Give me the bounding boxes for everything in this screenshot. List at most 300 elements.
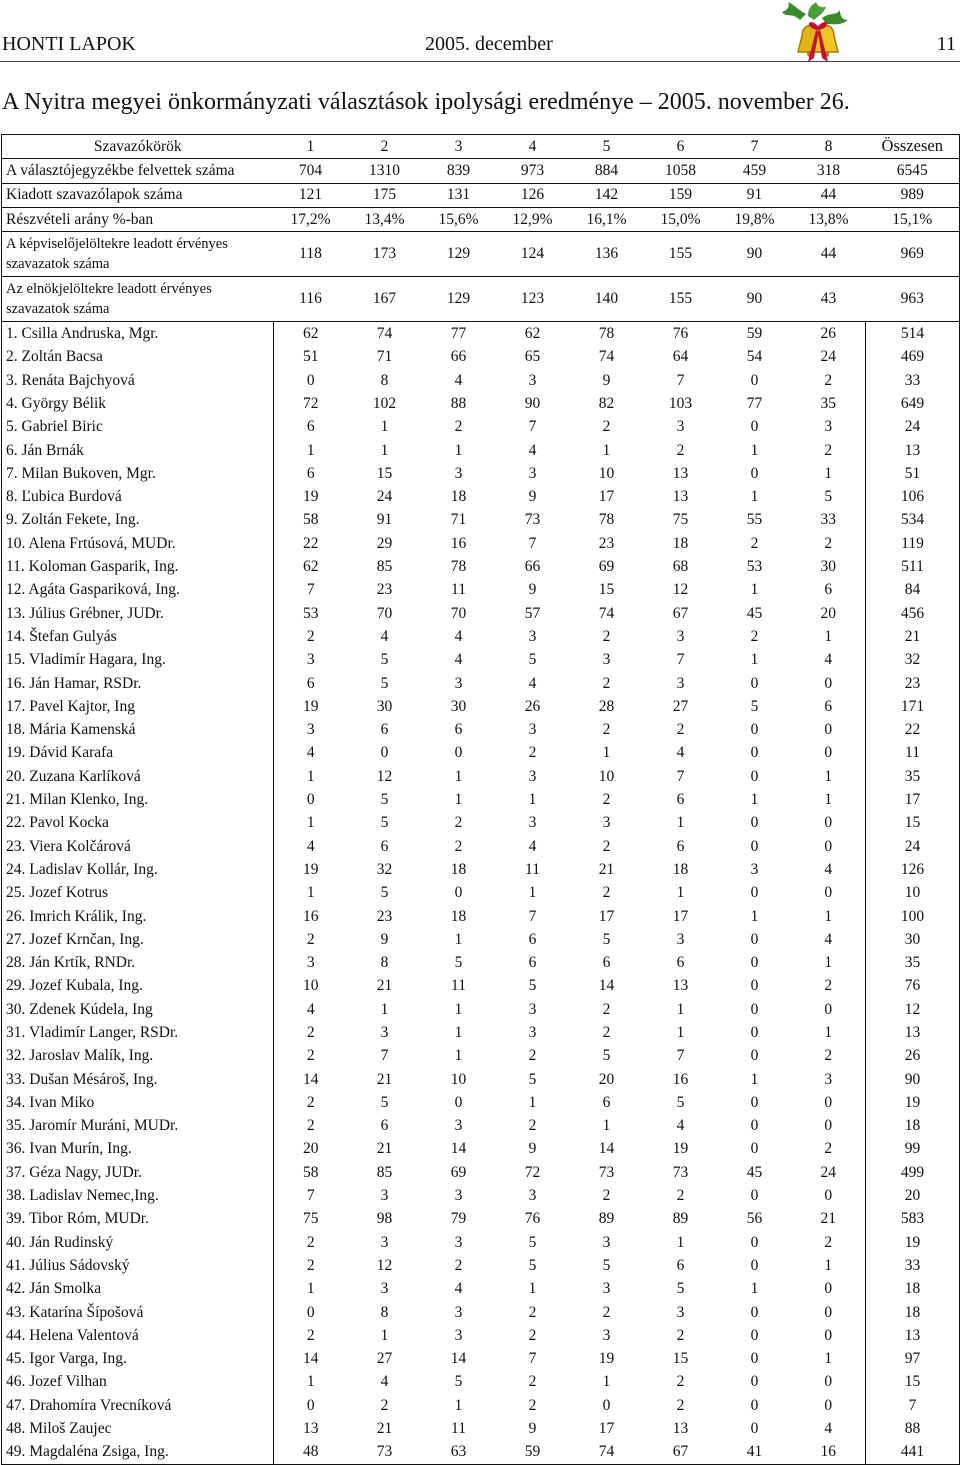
candidate-name: 49. Magdaléna Zsiga, Ing.: [2, 1440, 274, 1464]
candidate-name: 34. Ivan Miko: [2, 1091, 274, 1114]
candidate-votes: 33: [866, 369, 960, 392]
candidate-votes: 2: [528, 1373, 537, 1391]
candidate-votes: 16: [303, 907, 319, 925]
candidate-votes: 13: [672, 1420, 689, 1438]
summary-row: [2, 232, 960, 277]
candidate-votes: 59: [746, 325, 763, 343]
candidate-votes: 7: [676, 767, 685, 785]
candidate-votes: 1: [602, 1117, 611, 1135]
candidate-votes: 88: [866, 1417, 960, 1440]
candidate-votes: 1: [824, 1256, 833, 1274]
candidate-votes: 1: [454, 1023, 463, 1041]
candidate-votes: 1: [306, 1280, 315, 1298]
table-header-row: [2, 135, 960, 159]
candidate-votes: 0: [750, 1023, 759, 1041]
candidate-votes: 24: [820, 348, 836, 366]
candidate-votes: 51: [303, 348, 319, 366]
candidate-votes: 1: [454, 1047, 463, 1065]
candidate-votes: 4: [454, 1280, 463, 1298]
candidate-votes: 0: [750, 674, 759, 692]
candidate-votes: 85: [376, 558, 393, 576]
summary-value: 1310: [348, 159, 422, 183]
candidate-votes: 2: [676, 1373, 685, 1391]
table-row: [2, 951, 960, 974]
candidate-votes: 24: [820, 1163, 836, 1181]
candidate-votes: 20: [866, 1184, 960, 1207]
summary-value: 13,8%: [792, 207, 866, 231]
candidate-votes: 74: [598, 604, 615, 622]
candidate-votes: 77: [450, 325, 467, 343]
candidate-votes: 35: [866, 765, 960, 788]
candidate-votes: 21: [376, 977, 393, 995]
candidate-votes: 1: [528, 791, 537, 809]
candidate-votes: 73: [524, 511, 541, 529]
candidate-name: 8. Ľubica Burdová: [2, 485, 274, 508]
candidate-votes: 3: [454, 1233, 463, 1251]
candidate-name: 48. Miloš Zaujec: [2, 1417, 274, 1440]
candidate-votes: 3: [528, 1000, 537, 1018]
candidate-votes: 6: [306, 464, 315, 482]
candidate-votes: 2: [454, 814, 463, 832]
candidate-votes: 98: [376, 1210, 393, 1228]
candidate-votes: 41: [718, 1440, 792, 1464]
candidate-votes: 73: [672, 1163, 689, 1181]
candidate-votes: 0: [306, 1303, 315, 1321]
summary-value: 91: [718, 183, 792, 207]
candidate-votes: 6: [528, 930, 537, 948]
candidate-votes: 5: [380, 884, 389, 902]
summary-value: 142: [570, 183, 644, 207]
candidate-votes: 1: [380, 1000, 389, 1018]
candidate-votes: 17: [598, 488, 615, 506]
summary-label: Kiadott szavazólapok száma: [2, 183, 274, 207]
candidate-votes: 33: [866, 1254, 960, 1277]
candidate-votes: 0: [750, 930, 759, 948]
candidate-votes: 3: [528, 767, 537, 785]
table-row: [2, 881, 960, 904]
summary-value: 90: [718, 232, 792, 277]
summary-row: [2, 207, 960, 231]
candidate-votes: 0: [750, 837, 759, 855]
candidate-votes: 19: [303, 860, 319, 878]
summary-value: 1058: [644, 159, 718, 183]
candidate-votes: 171: [866, 695, 960, 718]
candidate-votes: 30: [376, 697, 393, 715]
table-row: [2, 1184, 960, 1207]
summary-value: 131: [422, 183, 496, 207]
candidate-votes: 126: [866, 858, 960, 881]
candidate-votes: 21: [866, 625, 960, 648]
summary-value: 121: [274, 183, 348, 207]
candidate-votes: 0: [824, 1326, 833, 1344]
candidate-votes: 2: [602, 791, 611, 809]
candidate-votes: 0: [750, 1350, 759, 1368]
candidate-votes: 1: [454, 930, 463, 948]
summary-value: 175: [348, 183, 422, 207]
candidate-votes: 55: [746, 511, 763, 529]
candidate-votes: 0: [750, 418, 759, 436]
candidate-votes: 21: [376, 1140, 393, 1158]
candidate-votes: 0: [824, 1373, 833, 1391]
candidate-votes: 0: [824, 1093, 833, 1111]
table-row: [2, 998, 960, 1021]
candidate-votes: 0: [824, 1117, 833, 1135]
candidate-votes: 75: [303, 1210, 319, 1228]
summary-value: 318: [792, 159, 866, 183]
summary-value: 44: [792, 183, 866, 207]
candidate-votes: 583: [866, 1207, 960, 1230]
candidate-votes: 1: [750, 488, 759, 506]
candidate-votes: 5: [528, 1233, 537, 1251]
candidate-votes: 0: [750, 744, 759, 762]
candidate-votes: 6: [380, 837, 389, 855]
candidate-votes: 4: [528, 441, 537, 459]
candidate-votes: 33: [820, 511, 836, 529]
candidate-votes: 3: [528, 464, 537, 482]
candidate-votes: 1: [750, 791, 759, 809]
candidate-name: 44. Helena Valentová: [2, 1324, 274, 1347]
summary-value: 459: [718, 159, 792, 183]
candidate-votes: 4: [306, 1000, 315, 1018]
candidate-votes: 19: [866, 1231, 960, 1254]
candidate-votes: 10: [866, 881, 960, 904]
candidate-votes: 3: [602, 1326, 611, 1344]
candidate-votes: 6: [602, 1093, 611, 1111]
candidate-votes: 6: [824, 697, 833, 715]
candidate-votes: 13: [866, 1324, 960, 1347]
table-row: [2, 345, 960, 368]
candidate-votes: 18: [866, 1301, 960, 1324]
candidate-votes: 7: [528, 418, 537, 436]
table-row: [2, 462, 960, 485]
candidate-votes: 10: [598, 767, 615, 785]
summary-label: A választójegyzékbe felvettek száma: [2, 159, 274, 183]
summary-value: 116: [274, 277, 348, 322]
candidate-votes: 32: [866, 648, 960, 671]
candidate-name: 22. Pavol Kocka: [2, 811, 274, 834]
summary-value: 129: [422, 277, 496, 322]
candidate-votes: 26: [866, 1044, 960, 1067]
column-header: 6: [644, 135, 718, 159]
candidate-votes: 77: [746, 394, 763, 412]
candidate-votes: 66: [524, 558, 541, 576]
candidate-votes: 72: [303, 394, 319, 412]
candidate-votes: 0: [750, 1000, 759, 1018]
candidate-votes: 71: [450, 511, 467, 529]
candidate-votes: 2: [824, 441, 833, 459]
candidate-votes: 7: [676, 1047, 685, 1065]
candidate-votes: 3: [676, 674, 685, 692]
candidate-votes: 5: [676, 1093, 685, 1111]
candidate-votes: 13: [866, 1021, 960, 1044]
candidate-votes: 3: [528, 627, 537, 645]
candidate-votes: 1: [528, 1093, 537, 1111]
candidate-votes: 18: [866, 1114, 960, 1137]
candidate-votes: 0: [306, 371, 315, 389]
candidate-votes: 5: [750, 697, 759, 715]
candidate-votes: 15: [672, 1350, 689, 1368]
candidate-votes: 0: [750, 814, 759, 832]
candidate-votes: 0: [750, 1326, 759, 1344]
candidate-votes: 70: [450, 604, 467, 622]
candidate-votes: 5: [380, 651, 389, 669]
table-row: [2, 532, 960, 555]
candidate-votes: 3: [676, 930, 685, 948]
candidate-name: 42. Ján Smolka: [2, 1277, 274, 1300]
candidate-votes: 17: [672, 907, 689, 925]
candidate-name: 30. Zdenek Kúdela, Ing: [2, 998, 274, 1021]
candidate-votes: 3: [528, 814, 537, 832]
candidate-votes: 2: [750, 627, 759, 645]
table-row: [2, 322, 960, 346]
candidate-votes: 0: [602, 1396, 611, 1414]
table-row: [2, 835, 960, 858]
candidate-votes: 3: [454, 1117, 463, 1135]
candidate-votes: 6: [380, 1117, 389, 1135]
candidate-votes: 20: [820, 604, 836, 622]
candidate-votes: 5: [602, 930, 611, 948]
candidate-votes: 1: [528, 884, 537, 902]
candidate-votes: 7: [528, 907, 537, 925]
candidate-votes: 1: [676, 1000, 685, 1018]
candidate-votes: 2: [602, 884, 611, 902]
candidate-votes: 45: [746, 604, 763, 622]
candidate-votes: 5: [380, 791, 389, 809]
candidate-name: 9. Zoltán Fekete, Ing.: [2, 509, 274, 532]
candidate-votes: 14: [303, 1070, 319, 1088]
candidate-votes: 0: [824, 1000, 833, 1018]
candidate-votes: 62: [303, 325, 319, 343]
candidate-votes: 3: [454, 1326, 463, 1344]
candidate-votes: 2: [528, 744, 537, 762]
candidate-votes: 0: [750, 1256, 759, 1274]
candidate-votes: 0: [380, 744, 389, 762]
candidate-votes: 6: [528, 954, 537, 972]
table-row: [2, 1277, 960, 1300]
candidate-votes: 3: [306, 651, 315, 669]
candidate-votes: 2: [454, 837, 463, 855]
candidate-votes: 0: [750, 1233, 759, 1251]
summary-value: 90: [718, 277, 792, 322]
summary-value: 44: [792, 232, 866, 277]
candidate-votes: 5: [380, 674, 389, 692]
candidate-votes: 0: [750, 1373, 759, 1391]
candidate-votes: 0: [824, 721, 833, 739]
candidate-votes: 0: [750, 464, 759, 482]
candidate-votes: 76: [524, 1210, 541, 1228]
candidate-votes: 53: [746, 558, 763, 576]
table-row: [2, 509, 960, 532]
candidate-votes: 1: [306, 767, 315, 785]
candidate-name: 11. Koloman Gasparik, Ing.: [2, 555, 274, 578]
candidate-votes: 4: [528, 674, 537, 692]
candidate-votes: 1: [306, 884, 315, 902]
candidate-votes: 7: [380, 1047, 389, 1065]
table-row: [2, 975, 960, 998]
candidate-votes: 20: [598, 1070, 615, 1088]
candidate-votes: 1: [824, 791, 833, 809]
candidate-votes: 4: [528, 837, 537, 855]
candidate-votes: 3: [380, 1187, 389, 1205]
candidate-votes: 19: [866, 1091, 960, 1114]
candidate-name: 32. Jaroslav Malík, Ing.: [2, 1044, 274, 1067]
summary-value: 704: [274, 159, 348, 183]
candidate-votes: 3: [454, 464, 463, 482]
candidate-votes: 2: [602, 721, 611, 739]
candidate-votes: 3: [380, 1023, 389, 1041]
candidate-votes: 11: [451, 977, 466, 995]
candidate-votes: 3: [306, 721, 315, 739]
candidate-votes: 7: [528, 534, 537, 552]
candidate-votes: 13: [866, 439, 960, 462]
candidate-votes: 2: [824, 534, 833, 552]
summary-value: 123: [496, 277, 570, 322]
candidate-votes: 5: [528, 977, 537, 995]
table-row: [2, 1440, 960, 1464]
candidate-name: 10. Alena Frtúsová, MUDr.: [2, 532, 274, 555]
candidate-votes: 0: [306, 791, 315, 809]
table-row: [2, 858, 960, 881]
candidate-votes: 6: [676, 954, 685, 972]
candidate-name: 3. Renáta Bajchyová: [2, 369, 274, 392]
column-header: Összesen: [866, 135, 960, 159]
candidate-votes: 0: [454, 884, 463, 902]
candidate-votes: 0: [824, 674, 833, 692]
candidate-votes: 649: [866, 392, 960, 415]
column-header: 8: [792, 135, 866, 159]
candidate-votes: 6: [306, 674, 315, 692]
candidate-votes: 4: [824, 860, 833, 878]
issue-date: 2005. december: [425, 33, 553, 55]
table-row: [2, 578, 960, 601]
candidate-name: 38. Ladislav Nemec,Ing.: [2, 1184, 274, 1207]
summary-value: 12,9%: [496, 207, 570, 231]
candidate-name: 2. Zoltán Bacsa: [2, 345, 274, 368]
candidate-votes: 1: [824, 1023, 833, 1041]
table-row: [2, 1068, 960, 1091]
candidate-votes: 76: [672, 325, 689, 343]
table-row: [2, 1347, 960, 1370]
candidate-votes: 66: [450, 348, 467, 366]
column-header: 7: [718, 135, 792, 159]
candidate-votes: 469: [866, 345, 960, 368]
candidate-votes: 0: [306, 1396, 315, 1414]
candidate-votes: 70: [376, 604, 393, 622]
candidate-name: 12. Agáta Gaspariková, Ing.: [2, 578, 274, 601]
candidate-votes: 8: [380, 1303, 389, 1321]
table-row: [2, 1044, 960, 1067]
candidate-votes: 16: [792, 1440, 866, 1464]
candidate-votes: 2: [528, 1117, 537, 1135]
candidate-votes: 62: [303, 558, 319, 576]
candidate-votes: 3: [306, 954, 315, 972]
candidate-votes: 76: [866, 975, 960, 998]
summary-value: 839: [422, 159, 496, 183]
candidate-votes: 85: [376, 1163, 393, 1181]
candidate-votes: 3: [528, 1187, 537, 1205]
table-row: [2, 1021, 960, 1044]
table-row: [2, 1394, 960, 1417]
candidate-votes: 24: [866, 415, 960, 438]
candidate-votes: 57: [524, 604, 541, 622]
candidate-votes: 89: [598, 1210, 615, 1228]
candidate-votes: 6: [454, 721, 463, 739]
candidate-name: 26. Imrich Králik, Ing.: [2, 905, 274, 928]
table-row: [2, 485, 960, 508]
table-row: [2, 439, 960, 462]
candidate-votes: 2: [380, 1396, 389, 1414]
candidate-name: 14. Štefan Gulyás: [2, 625, 274, 648]
candidate-votes: 2: [306, 1047, 315, 1065]
candidate-votes: 8: [380, 954, 389, 972]
candidate-votes: 3: [602, 814, 611, 832]
candidate-votes: 21: [598, 860, 615, 878]
candidate-votes: 10: [303, 977, 319, 995]
candidate-votes: 2: [528, 1303, 537, 1321]
candidate-votes: 6: [676, 1256, 685, 1274]
candidate-votes: 72: [524, 1163, 541, 1181]
candidate-votes: 0: [454, 744, 463, 762]
candidate-votes: 1: [380, 1326, 389, 1344]
candidate-votes: 15: [598, 581, 615, 599]
table-row: [2, 742, 960, 765]
candidate-votes: 3: [676, 627, 685, 645]
candidate-votes: 32: [376, 860, 393, 878]
candidate-votes: 0: [824, 814, 833, 832]
candidate-votes: 9: [528, 581, 537, 599]
candidate-votes: 2: [676, 1396, 685, 1414]
summary-value: 124: [496, 232, 570, 277]
table-row: [2, 1114, 960, 1137]
candidate-votes: 64: [672, 348, 689, 366]
candidate-name: 33. Dušan Mésároš, Ing.: [2, 1068, 274, 1091]
candidate-votes: 18: [672, 534, 689, 552]
candidate-votes: 0: [750, 1093, 759, 1111]
candidate-name: 23. Viera Kolčárová: [2, 835, 274, 858]
candidate-votes: 0: [750, 884, 759, 902]
candidate-votes: 7: [676, 651, 685, 669]
summary-value: 118: [274, 232, 348, 277]
table-row: [2, 1231, 960, 1254]
candidate-votes: 23: [376, 907, 393, 925]
table-row: [2, 1324, 960, 1347]
candidate-votes: 3: [602, 1233, 611, 1251]
candidate-votes: 12: [672, 581, 689, 599]
candidate-votes: 1: [528, 1280, 537, 1298]
candidate-votes: 21: [376, 1070, 393, 1088]
summary-label: Az elnökjelöltekre leadott érvényes szavazatok száma: [2, 277, 274, 322]
candidate-votes: 0: [750, 1117, 759, 1135]
candidate-votes: 21: [376, 1420, 393, 1438]
candidate-votes: 0: [750, 1140, 759, 1158]
page-header: [0, 0, 960, 62]
candidate-votes: 2: [306, 1326, 315, 1344]
candidate-votes: 56: [746, 1210, 763, 1228]
candidate-name: 35. Jaromír Muráni, MUDr.: [2, 1114, 274, 1137]
candidate-votes: 2: [306, 1023, 315, 1041]
summary-value: 6545: [866, 159, 960, 183]
candidate-votes: 2: [306, 1233, 315, 1251]
candidate-votes: 18: [450, 860, 467, 878]
candidate-name: 47. Drahomíra Vrecníková: [2, 1394, 274, 1417]
candidate-name: 1. Csilla Andruska, Mgr.: [2, 322, 274, 346]
candidate-name: 41. Július Sádovský: [2, 1254, 274, 1277]
candidate-votes: 99: [866, 1138, 960, 1161]
candidate-votes: 1: [454, 1000, 463, 1018]
candidate-votes: 82: [598, 394, 615, 412]
candidate-votes: 67: [644, 1440, 718, 1464]
candidate-votes: 3: [676, 418, 685, 436]
